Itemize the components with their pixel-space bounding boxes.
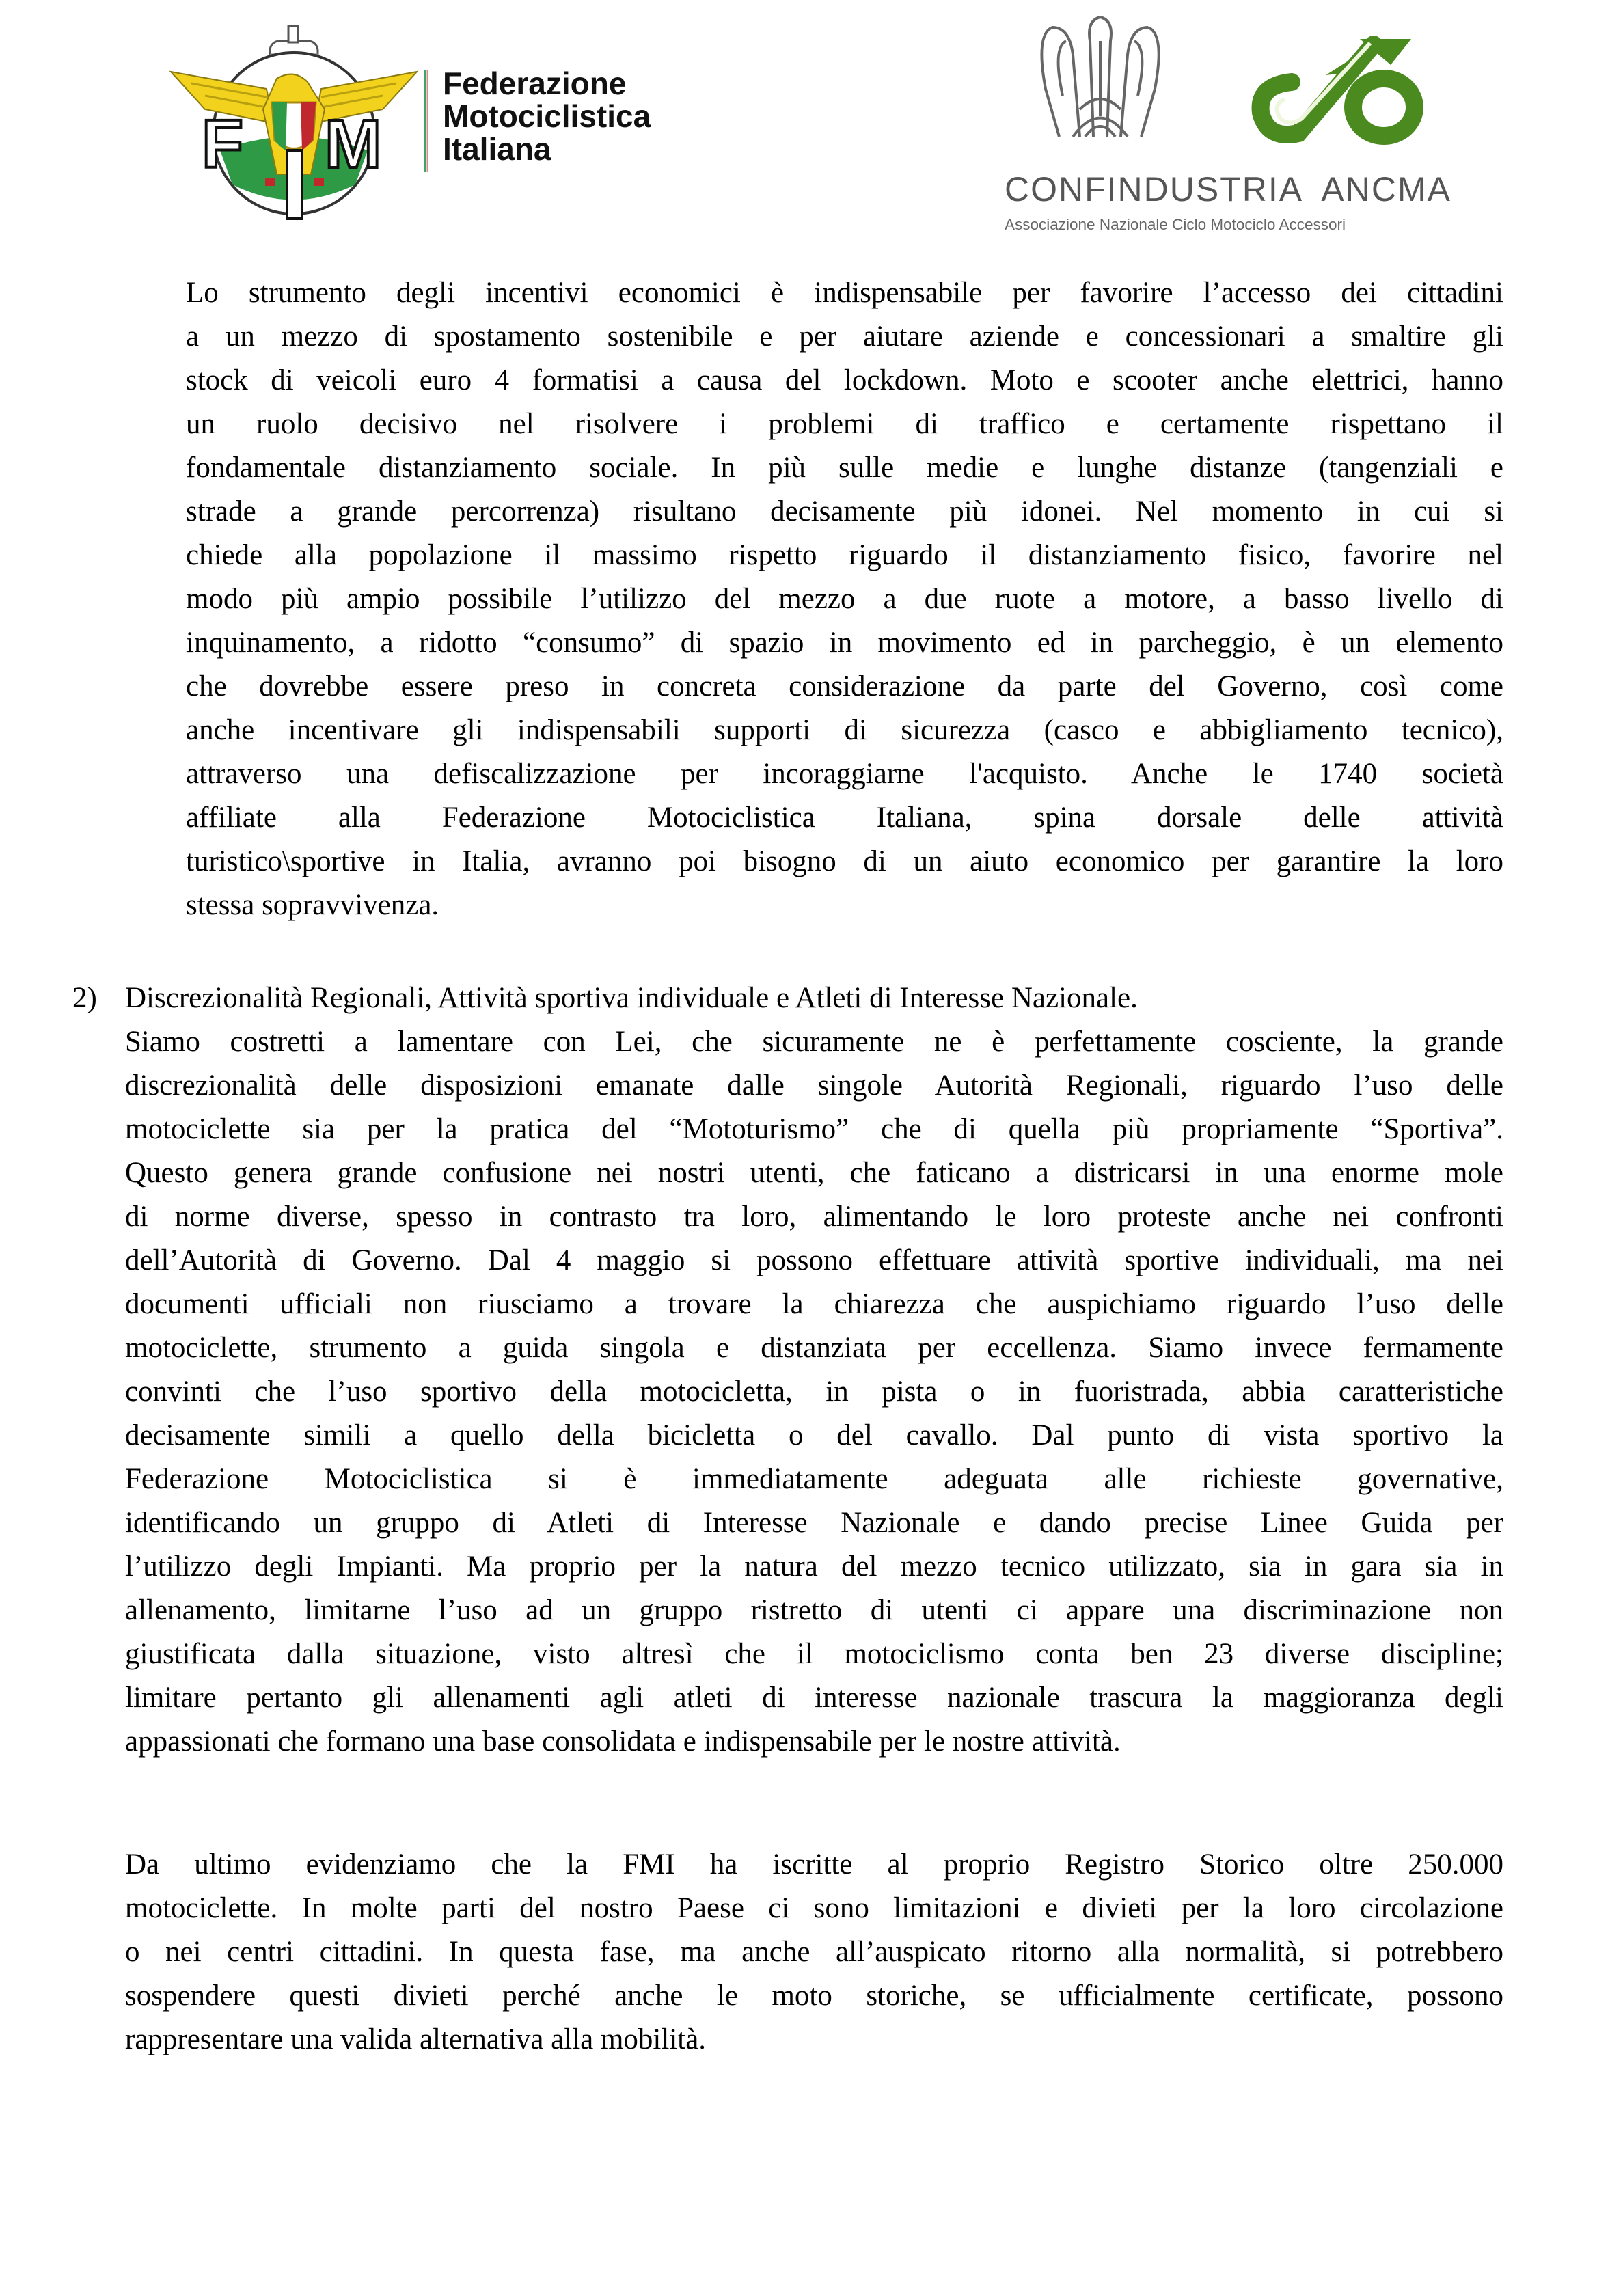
text-line: Questo genera grande confusione nei nostri utenti, che faticano a districarsi in una enorme mole bbox=[125, 1157, 1503, 1189]
text-line: discrezionalità delle disposizioni emanate dalle singole Autorità Regionali, riguardo l’uso delle bbox=[125, 1069, 1503, 1102]
section-heading: Discrezionalità Regionali, Attività sportiva individuale e Atleti di Interesse Nazionale. bbox=[125, 982, 1138, 1014]
text-line: convinti che l’uso sportivo della motocicletta, in pista o in fuoristrada, abbia caratteristiche bbox=[125, 1376, 1503, 1408]
svg-text:F: F bbox=[202, 106, 244, 182]
text-line: modo più ampio possibile l’utilizzo del mezzo a due ruote a motore, a basso livello di bbox=[186, 583, 1503, 615]
paragraph-incentives bbox=[186, 271, 1503, 927]
confindustria-eagle-logo-icon bbox=[1032, 14, 1169, 144]
ancma-bike-arrow-logo-icon bbox=[1244, 31, 1428, 147]
text-line: giustificata dalla situazione, visto altresì che il motociclismo conta ben 23 diverse discipline; bbox=[125, 1638, 1503, 1670]
fmi-eagle-shield-logo-icon bbox=[164, 20, 424, 226]
text-line: motociclette, strumento a guida singola e distanziata per eccellenza. Siamo invece fermamente bbox=[125, 1332, 1503, 1364]
text-line: allenamento, limitarne l’uso ad un gruppo ristretto di utenti ci appare una discriminazione non bbox=[125, 1594, 1503, 1626]
text-line: che dovrebbe essere preso in concreta considerazione da parte del Governo, così come bbox=[186, 670, 1503, 702]
text-line: a un mezzo di spostamento sostenibile e per aiutare aziende e concessionari a smaltire gli bbox=[186, 320, 1503, 353]
text-line: Da ultimo evidenziamo che la FMI ha iscritte al proprio Registro Storico oltre 250.000 bbox=[125, 1848, 1503, 1881]
text-line: dell’Autorità di Governo. Dal 4 maggio si possono effettuare attività sportive individuali, ma nei bbox=[125, 1244, 1503, 1276]
text-line: di norme diverse, spesso in contrasto tra loro, alimentando le loro proteste anche nei confronti bbox=[125, 1201, 1503, 1233]
list-number: 2) bbox=[72, 982, 97, 1014]
text-line: identificando un gruppo di Atleti di Interesse Nazionale e dando precise Linee Guida per bbox=[125, 1507, 1503, 1539]
text-line: un ruolo decisivo nel risolvere i problemi di traffico e certamente rispettano il bbox=[186, 408, 1503, 440]
confindustria-ancma-title: CONFINDUSTRIA ANCMA bbox=[1005, 170, 1451, 208]
text-line: decisamente simili a quello della bicicletta o del cavallo. Dal punto di vista sportivo la bbox=[125, 1419, 1503, 1451]
text-line: fondamentale distanziamento sociale. In più sulle medie e lunghe distanze (tangenziali e bbox=[186, 452, 1503, 484]
section-regional-discretion bbox=[125, 976, 1503, 1764]
text-line: attraverso una defiscalizzazione per incoraggiarne l'acquisto. Anche le 1740 società bbox=[186, 758, 1503, 790]
confindustria-ancma-subtitle: Associazione Nazionale Ciclo Motociclo Accessori bbox=[1005, 216, 1346, 233]
fmi-name-line: Federazione bbox=[443, 66, 627, 101]
text-line: rappresentare una valida alternativa alla mobilità. bbox=[125, 2023, 707, 2055]
text-line: affiliate alla Federazione Motociclistica Italiana, spina dorsale delle attività bbox=[186, 802, 1503, 834]
text-line: stessa sopravvivenza. bbox=[186, 889, 439, 921]
text-line: sospendere questi divieti perché anche le moto storiche, se ufficialmente certificate, possono bbox=[125, 1980, 1503, 2012]
text-line: Lo strumento degli incentivi economici è indispensabile per favorire l’accesso dei cittadini bbox=[186, 277, 1503, 309]
text-line: l’utilizzo degli Impianti. Ma proprio per la natura del mezzo tecnico utilizzato, sia in gara sia in bbox=[125, 1550, 1503, 1583]
text-line: turistico\sportive in Italia, avranno poi bisogno di un aiuto economico per garantire la loro bbox=[186, 845, 1503, 877]
fmi-organization-name bbox=[443, 67, 651, 165]
fmi-name-line: Motociclistica bbox=[443, 98, 651, 134]
text-line: strade a grande percorrenza) risultano decisamente più idonei. Nel momento in cui si bbox=[186, 495, 1503, 528]
fmi-name-line: Italiana bbox=[443, 131, 551, 167]
text-line: chiede alla popolazione il massimo rispetto riguardo il distanziamento fisico, favorire nel bbox=[186, 539, 1503, 571]
text-line: anche incentivare gli indispensabili supporti di sicurezza (casco e abbigliamento tecnico), bbox=[186, 714, 1503, 746]
text-line: inquinamento, a ridotto “consumo” di spazio in movimento ed in parcheggio, è un elemento bbox=[186, 627, 1503, 659]
text-line: o nei centri cittadini. In questa fase, ma anche all’auspicato ritorno alla normalità, si potrebbero bbox=[125, 1936, 1503, 1968]
svg-text:M: M bbox=[325, 106, 382, 182]
text-line: appassionati che formano una base consolidata e indispensabile per le nostre attività. bbox=[125, 1725, 1121, 1758]
letterhead bbox=[0, 0, 1623, 260]
text-line: stock di veicoli euro 4 formatisi a causa del lockdown. Moto e scooter anche elettrici, hanno bbox=[186, 364, 1503, 396]
tricolor-divider bbox=[424, 70, 428, 172]
text-line: documenti ufficiali non riusciamo a trovare la chiarezza che auspichiamo riguardo l’uso delle bbox=[125, 1288, 1503, 1320]
text-line: motociclette sia per la pratica del “Mototurismo” che di quella più propriamente “Sportiva”. bbox=[125, 1113, 1503, 1145]
text-line: Federazione Motociclistica si è immediatamente adeguata alle richieste governative, bbox=[125, 1463, 1503, 1495]
text-line: motociclette. In molte parti del nostro Paese ci sono limitazioni e divieti per la loro circolazione bbox=[125, 1892, 1503, 1924]
text-line: Siamo costretti a lamentare con Lei, che sicuramente ne è perfettamente cosciente, la grande bbox=[125, 1026, 1503, 1058]
paragraph-historic-register bbox=[125, 1843, 1503, 2062]
text-line: limitare pertanto gli allenamenti agli atleti di interesse nazionale trascura la maggioranza degli bbox=[125, 1682, 1503, 1714]
